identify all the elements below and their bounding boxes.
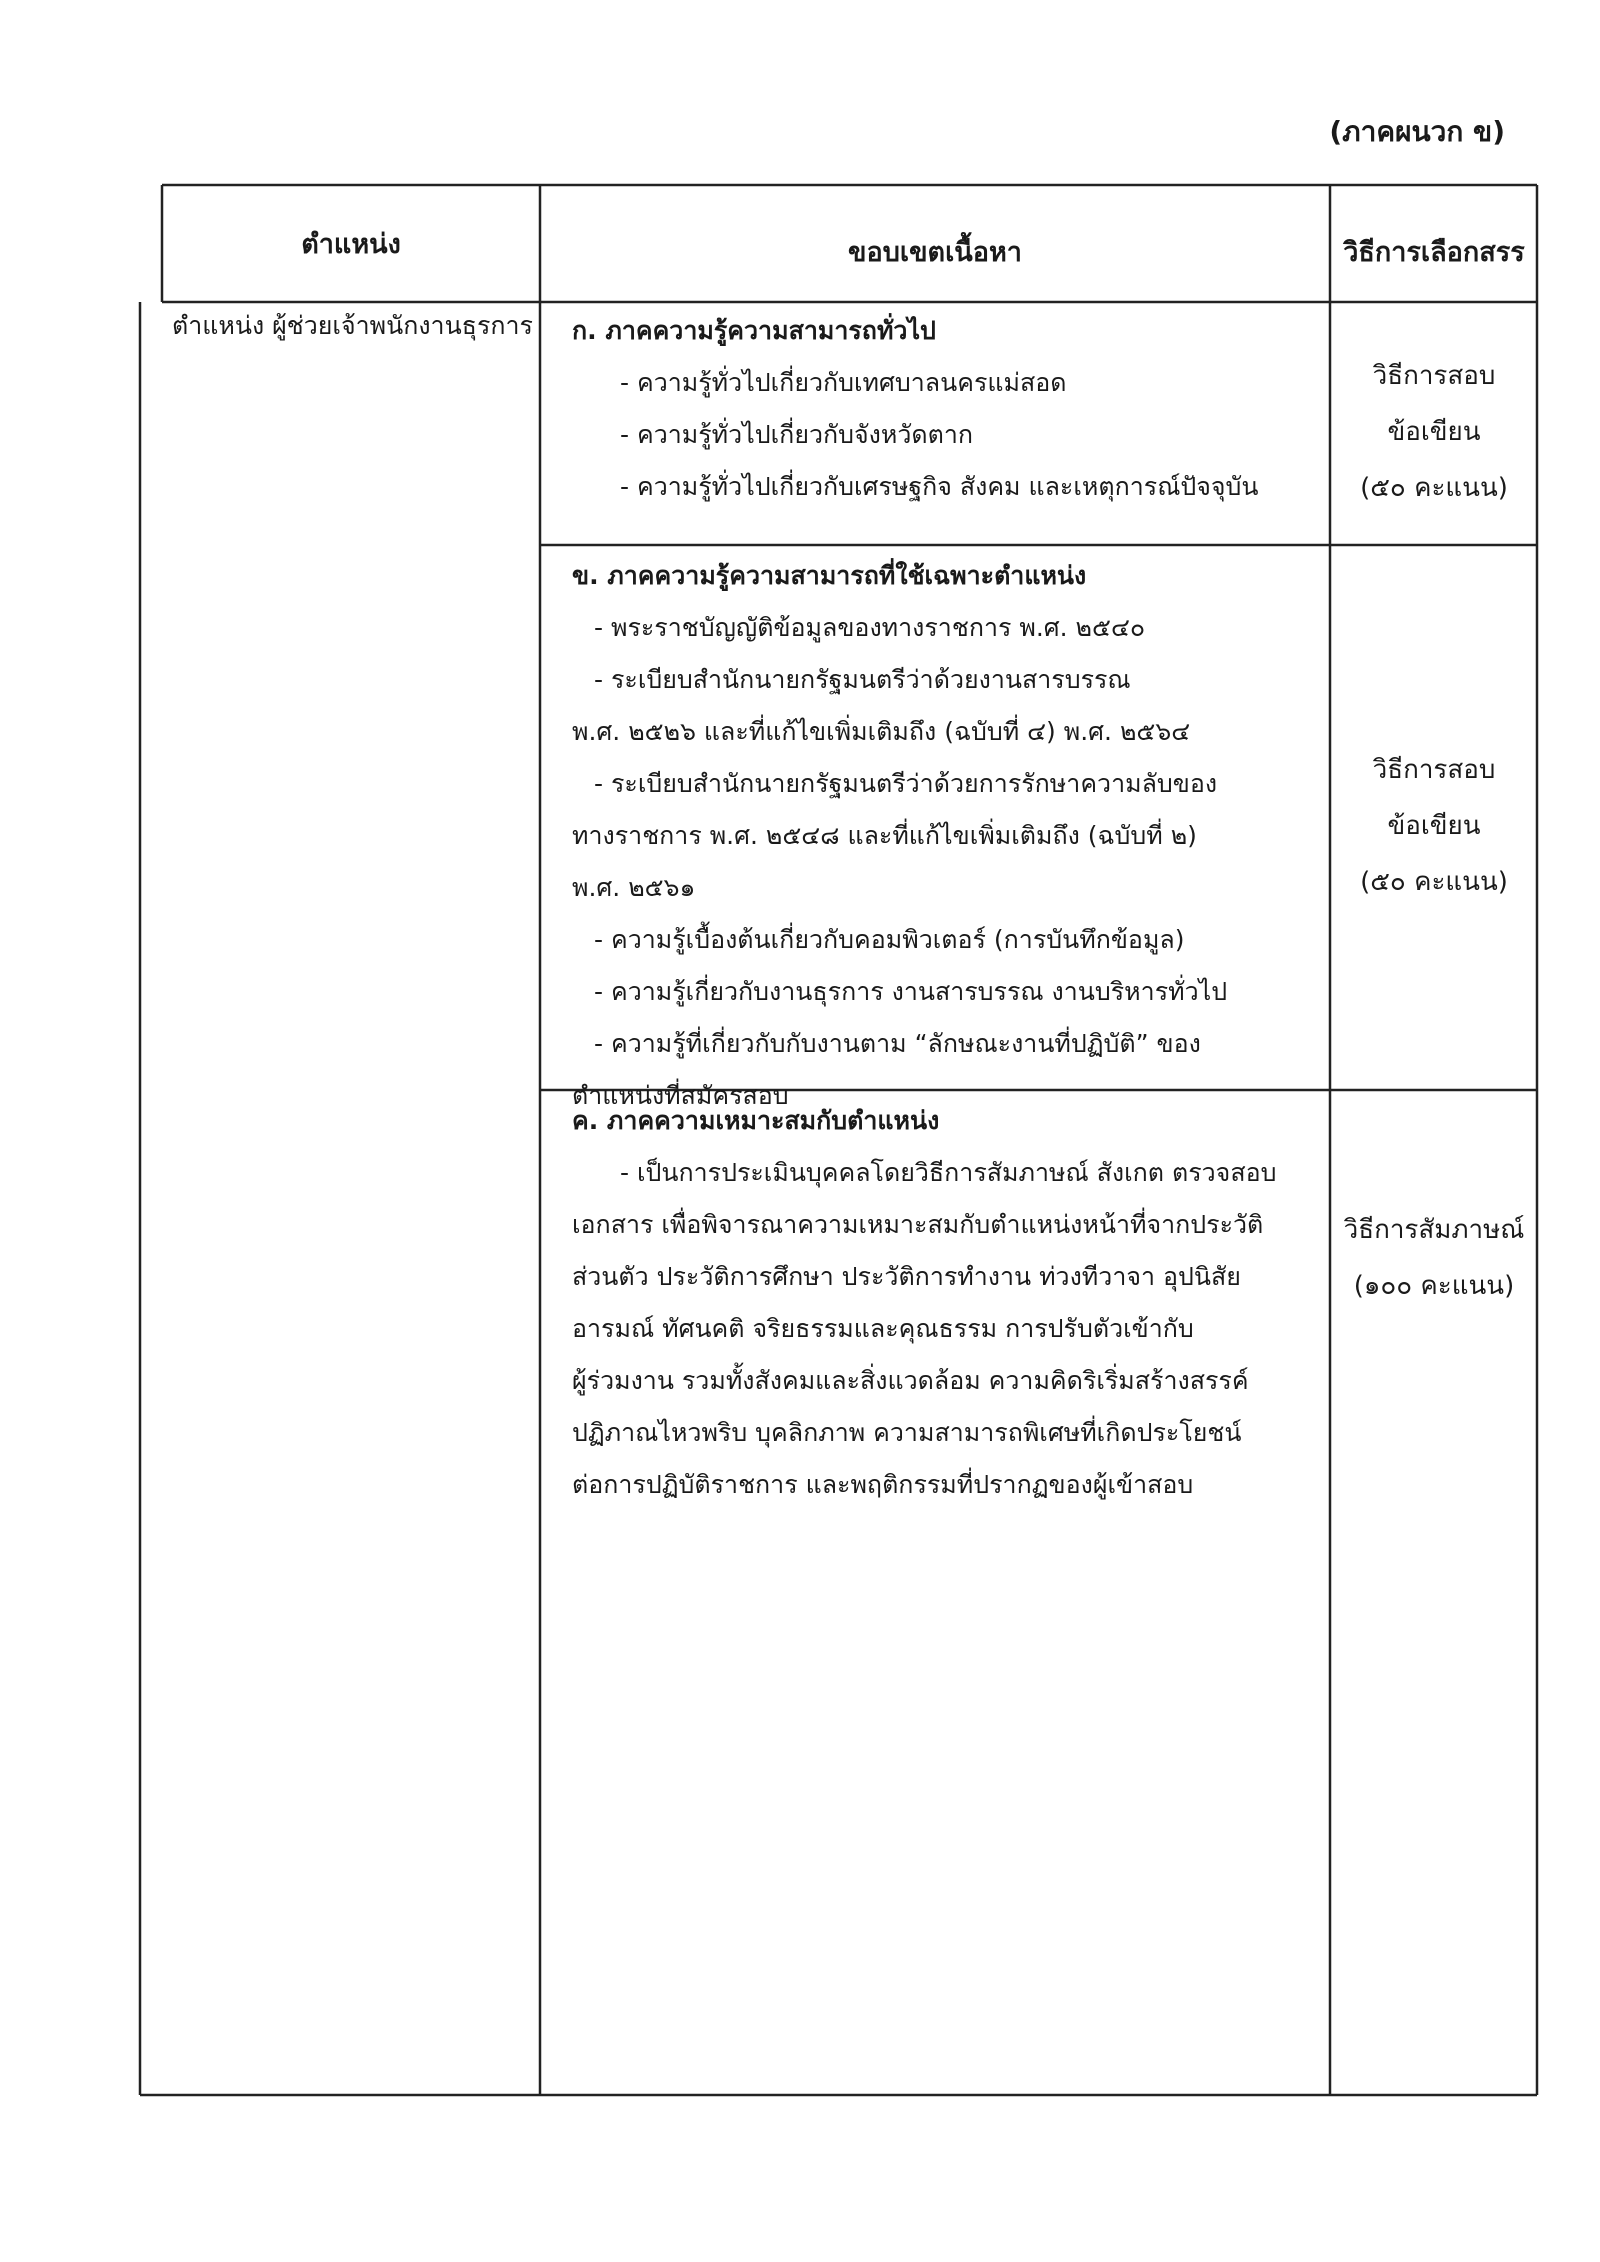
list-item: - ความรู้ที่เกี่ยวกับกับงานตาม “ลักษณะงานที่ปฏิบัติ” ของ — [594, 1029, 1201, 1058]
list-item: ส่วนตัว ประวัติการศึกษา ประวัติการทำงาน ท่วงทีวาจา อุปนิสัย — [572, 1262, 1241, 1291]
method-line: วิธีการสัมภาษณ์ — [1343, 1215, 1525, 1245]
list-item: ตำแหน่งที่สมัครสอบ — [572, 1081, 789, 1110]
list-item: พ.ศ. ๒๕๒๖ และที่แก้ไขเพิ่มเติมถึง (ฉบับที่ ๔) พ.ศ. ๒๕๖๔ — [572, 717, 1191, 746]
header-scope: ขอบเขตเนื้อหา — [848, 237, 1022, 268]
method-line: (๕๐ คะแนน) — [1360, 473, 1508, 503]
list-item: - ความรู้ทั่วไปเกี่ยวกับเศรษฐกิจ สังคม และเหตุการณ์ปัจจุบัน — [620, 472, 1259, 501]
header-position: ตำแหน่ง — [301, 229, 401, 260]
list-item: - ความรู้เบื้องต้นเกี่ยวกับคอมพิวเตอร์ (การบันทึกข้อมูล) — [594, 925, 1185, 954]
list-item: - ระเบียบสำนักนายกรัฐมนตรีว่าด้วยงานสารบรรณ — [594, 665, 1131, 694]
list-item: เอกสาร เพื่อพิจารณาความเหมาะสมกับตำแหน่งหน้าที่จากประวัติ — [572, 1210, 1264, 1239]
appendix-label: (ภาคผนวก ข) — [1329, 115, 1505, 148]
list-item: ปฏิภาณไหวพริบ บุคลิกภาพ ความสามารถพิเศษที่เกิดประโยชน์ — [572, 1418, 1242, 1447]
section-suitability — [572, 1095, 1322, 1511]
list-item: พ.ศ. ๒๕๖๑ — [572, 873, 696, 902]
position-name: ตำแหน่ง ผู้ช่วยเจ้าพนักงานธุรการ — [172, 311, 533, 340]
section-title: ค. ภาคความเหมาะสมกับตำแหน่ง — [572, 1106, 940, 1135]
header-method: วิธีการเลือกสรร — [1343, 237, 1525, 268]
method-line: วิธีการสอบ — [1372, 755, 1496, 785]
method-suitability — [1332, 1202, 1536, 1314]
section-title: ก. ภาคความรู้ความสามารถทั่วไป — [572, 316, 936, 345]
list-item: ผู้ร่วมงาน รวมทั้งสังคมและสิ่งแวดล้อม ความคิดริเริ่มสร้างสรรค์ — [572, 1366, 1249, 1395]
list-item: - ความรู้ทั่วไปเกี่ยวกับเทศบาลนครแม่สอด — [620, 368, 1067, 397]
method-line: (๕๐ คะแนน) — [1360, 867, 1508, 897]
list-item: ทางราชการ พ.ศ. ๒๕๔๘ และที่แก้ไขเพิ่มเติมถึง (ฉบับที่ ๒) — [572, 821, 1197, 850]
section-specific — [572, 550, 1322, 1122]
method-specific — [1332, 742, 1536, 910]
list-item: - ความรู้เกี่ยวกับงานธุรการ งานสารบรรณ งานบริหารทั่วไป — [594, 977, 1228, 1006]
method-line: (๑๐๐ คะแนน) — [1353, 1271, 1515, 1301]
list-item: - พระราชบัญญัติข้อมูลของทางราชการ พ.ศ. ๒๕๔๐ — [594, 613, 1146, 642]
list-item: - เป็นการประเมินบุคคลโดยวิธีการสัมภาษณ์ สังเกต ตรวจสอบ — [620, 1158, 1277, 1187]
list-item: - ระเบียบสำนักนายกรัฐมนตรีว่าด้วยการรักษาความลับของ — [594, 769, 1218, 798]
list-item: ต่อการปฏิบัติราชการ และพฤติกรรมที่ปรากฏของผู้เข้าสอบ — [572, 1470, 1194, 1499]
method-line: ข้อเขียน — [1387, 417, 1481, 447]
section-general — [572, 305, 1322, 513]
list-item: อารมณ์ ทัศนคติ จริยธรรมและคุณธรรม การปรับตัวเข้ากับ — [572, 1314, 1194, 1343]
method-line: ข้อเขียน — [1387, 811, 1481, 841]
section-title: ข. ภาคความรู้ความสามารถที่ใช้เฉพาะตำแหน่ง — [572, 561, 1087, 590]
method-general — [1332, 348, 1536, 516]
method-line: วิธีการสอบ — [1372, 361, 1496, 391]
list-item: - ความรู้ทั่วไปเกี่ยวกับจังหวัดตาก — [620, 420, 974, 449]
